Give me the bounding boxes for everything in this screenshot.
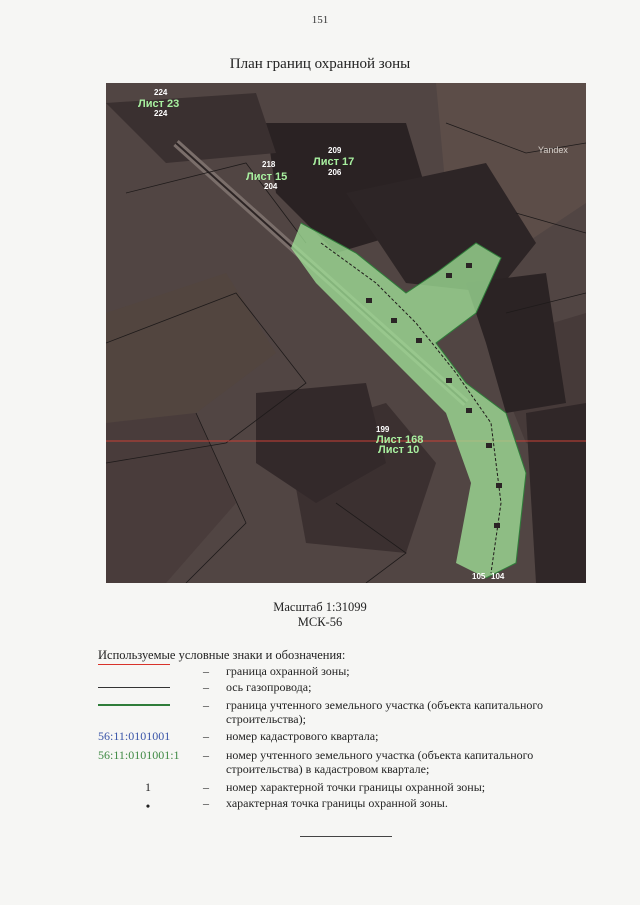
legend-item-label: номер учтенного земельного участка (объекта капитального строительства) в кадастровом квартале;	[226, 748, 534, 776]
legend-item-label: характерная точка границы охранной зоны.	[226, 796, 448, 810]
legend-item-label: ось газопровода;	[226, 680, 312, 694]
legend-symbol-point-number: 1	[145, 780, 151, 794]
legend-dash: –	[203, 680, 209, 694]
legend-item-label: номер характерной точки границы охранной зоны;	[226, 780, 486, 794]
point-number-label: 218	[262, 160, 276, 169]
point-number-label: 206	[328, 168, 342, 177]
legend-symbol-green-line	[98, 698, 198, 712]
point-number-label: 209	[328, 146, 342, 155]
legend-title: Используемые условные знаки и обозначения:	[98, 648, 346, 662]
page-title: План границ охранной зоны	[229, 56, 411, 72]
footer-rule	[300, 836, 392, 837]
legend-symbol-black-line	[98, 680, 198, 694]
legend-dash: –	[203, 780, 209, 794]
point-number-label: 199	[376, 425, 390, 434]
point-number-label: 224	[154, 109, 168, 118]
legend-symbol-point-dot: •	[145, 799, 151, 813]
legend-dash: –	[203, 664, 209, 678]
point-number-label: 105	[472, 572, 486, 581]
legend-item-label: номер кадастрового квартала;	[226, 729, 379, 743]
legend-item-label: граница учтенного земельного участка (объекта капитального строительства);	[226, 698, 544, 726]
sheet-label: Лист 23	[138, 98, 180, 110]
page-number: 151	[311, 14, 329, 26]
sheet-label: Лист 15	[246, 171, 288, 183]
sheet-label: Лист 10	[378, 444, 420, 456]
scale-block	[0, 600, 640, 630]
legend-dash: –	[203, 698, 209, 712]
scale-text: Масштаб 1:31099	[273, 600, 367, 614]
legend-symbol-quarter-number: 56:11:0101001	[98, 729, 171, 743]
map-watermark: Yandex	[538, 145, 568, 155]
sheet-label: Лист 168	[376, 434, 424, 446]
point-number-label: 104	[491, 572, 505, 581]
legend-dash: –	[203, 748, 209, 762]
crs-text: МСК-56	[297, 615, 343, 629]
legend-dash: –	[203, 729, 209, 743]
legend-symbol-red-line	[98, 664, 198, 678]
legend-item-label: граница охранной зоны;	[226, 664, 350, 678]
point-number-label: 204	[264, 182, 278, 191]
satellite-map	[106, 83, 586, 583]
legend-dash: –	[203, 796, 209, 810]
point-number-label: 224	[154, 88, 168, 97]
sheet-label: Лист 17	[313, 156, 355, 168]
legend-symbol-parcel-number: 56:11:0101001:1	[98, 748, 180, 762]
